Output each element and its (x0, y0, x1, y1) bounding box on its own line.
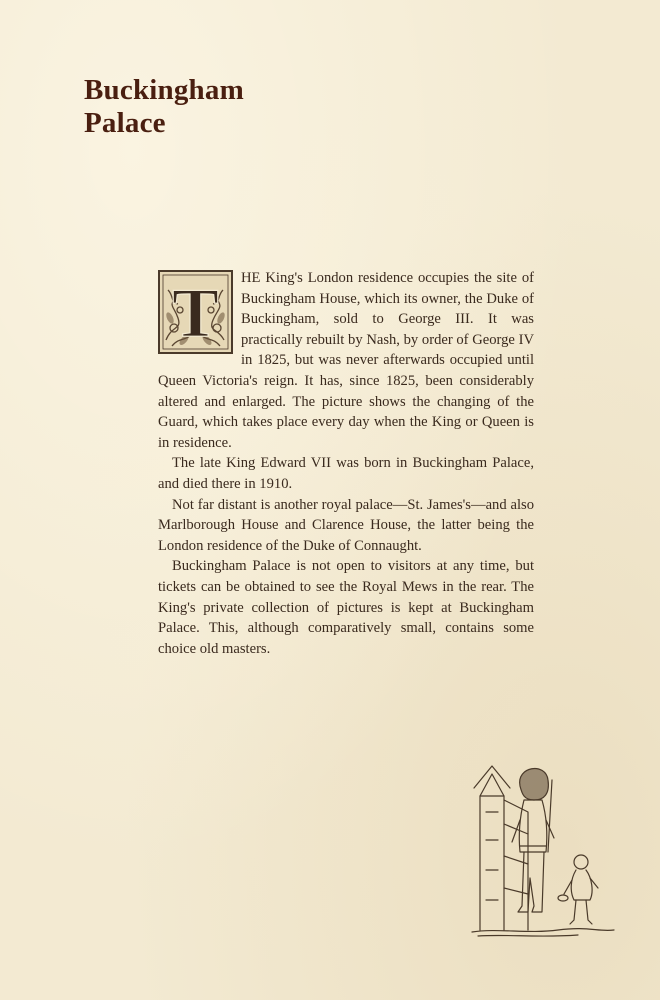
paragraph-2: The late King Edward VII was born in Buckingham Palace, and died there in 1910. (158, 455, 534, 492)
dropcap-letter: T (172, 275, 219, 352)
page-title-line-2: Palace (84, 107, 166, 139)
paragraph-1 (158, 268, 534, 453)
paragraph-4: Buckingham Palace is not open to visitors at any time, but tickets can be obtained to see the Royal Mews in the rear. The King's private collection of pictures is kept at Buckingham Palace. This, although comparatively small, contains some choice old masters. (158, 558, 534, 657)
ornamental-dropcap-t (158, 270, 233, 354)
paragraph-3: Not far distant is another royal palace—St. James's—and also Marlborough House and Clarence House, the latter being the London residence of the Duke of Connaught. (158, 496, 534, 554)
paragraph-1-text: HE King's London residence occupies the site of Buckingham House, which its owner, the Duke of Buckingham, sold to George III. It was practically rebuilt by Nash, by order of George IV in 1825, but was never afterwards occupied until Queen Victoria's reign. It has, since 1825, been considerably altered and enlarged. The picture shows the changing of the Guard, which takes place every day when the King or Queen is in residence. (158, 270, 534, 451)
dropcap-ornament-icon (158, 270, 233, 354)
page-title-line-1: Buckingham (84, 74, 244, 106)
article-body (158, 268, 534, 659)
page-title (84, 74, 244, 140)
guardsman-and-child-icon (468, 760, 618, 940)
guard-sketch-illustration (468, 760, 618, 940)
